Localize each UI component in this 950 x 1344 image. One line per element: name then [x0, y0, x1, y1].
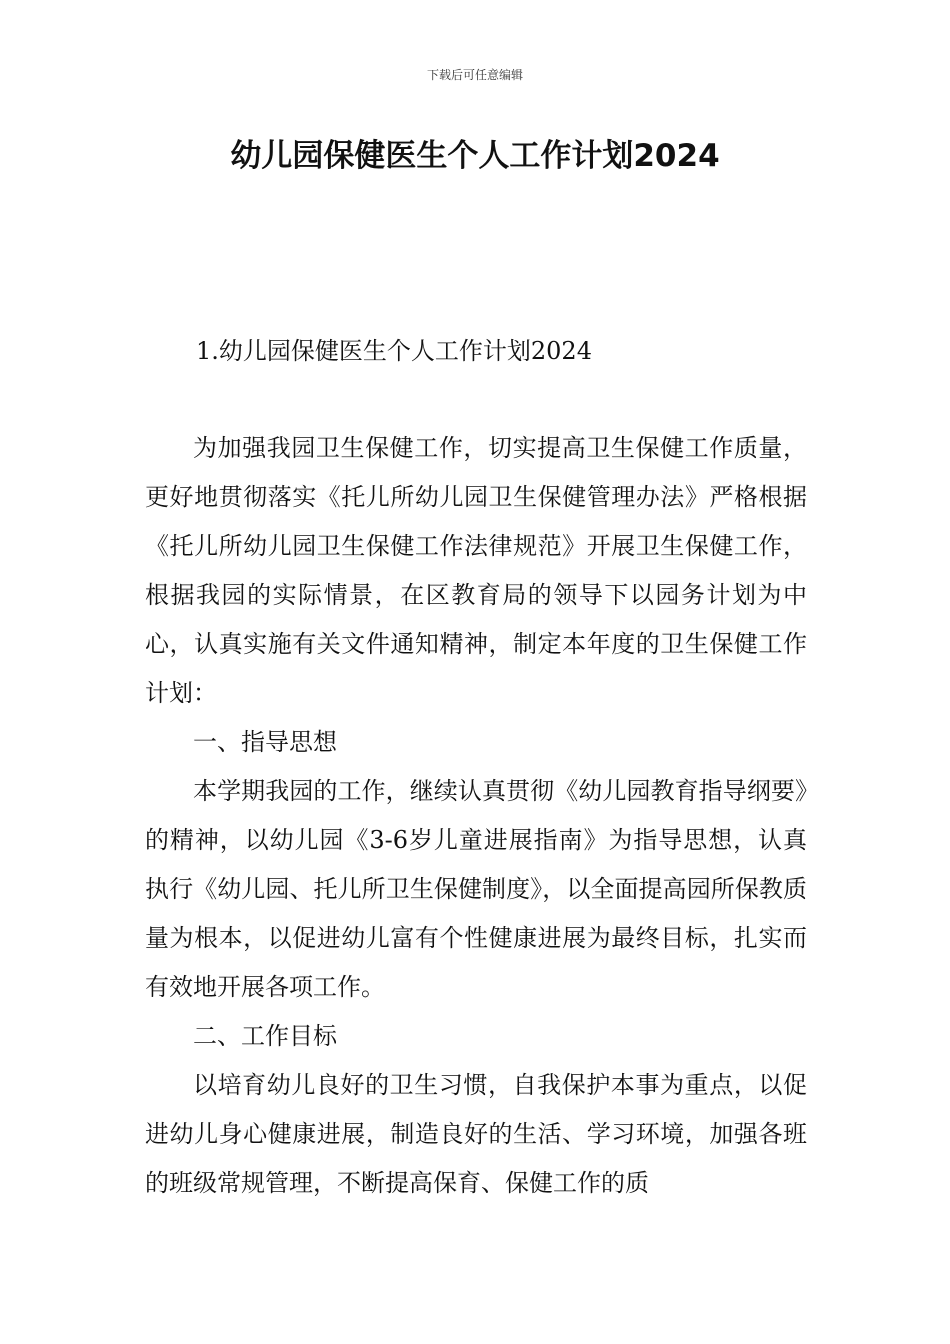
document-title: 幼儿园保健医生个人工作计划2024 [230, 138, 720, 174]
header-note: 下载后可任意编辑 [426, 68, 523, 82]
intro-paragraph: 为加强我园卫生保健工作，切实提高卫生保健工作质量，更好地贯彻落实《托儿所幼儿园卫生保健管理办法》严格根据《托儿所幼儿园卫生保健工作法律规范》开展卫生保健工作，根据我园的实际情景，在区教育局的领导下以园务计划为中心，认真实施有关文件通知精神，制定本年度的卫生保健工作计划： [145, 434, 807, 707]
document-body [145, 424, 807, 1208]
section-heading-work-goals: 二、工作目标 [193, 1022, 337, 1050]
section-subtitle: 1.幼儿园保健医生个人工作计划2024 [196, 337, 592, 365]
guiding-ideology-paragraph: 本学期我园的工作，继续认真贯彻《幼儿园教育指导纲要》的精神，以幼儿园《3-6岁儿童进展指南》为指导思想，认真执行《幼儿园、托儿所卫生保健制度》，以全面提高园所保教质量为根本，以促进幼儿富有个性健康进展为最终目标，扎实而有效地开展各项工作。 [145, 777, 807, 1001]
section-heading-guiding-ideology: 一、指导思想 [193, 728, 337, 756]
work-goals-paragraph: 以培育幼儿良好的卫生习惯，自我保护本事为重点，以促进幼儿身心健康进展，制造良好的生活、学习环境，加强各班的班级常规管理，不断提高保育、保健工作的质 [145, 1071, 807, 1197]
